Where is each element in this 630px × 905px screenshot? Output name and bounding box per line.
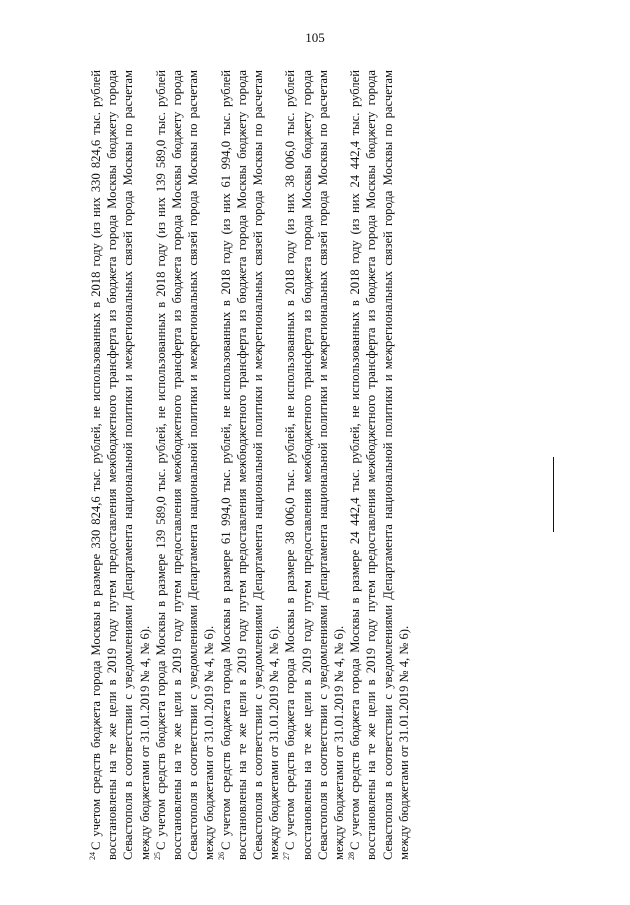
footnote-marker: 25 — [152, 852, 162, 860]
footnote-text: С учетом средств бюджета города Москвы в размере 38 006,0 тыс. рублей, не использованных в 2018 году (из них 38 006,0 тыс. рублей восстановлены на те же цели в 2019 году путем предоставления межбюджетного трансферта из бюджета города Москвы бюджету города Севастополя в соответствии с уведомлениями Департамента национальной политики и межрегиональных связей города Москвы по расчетам между бюджетами от 31.01.2019 № 4, № 6). — [283, 70, 347, 860]
footnote-25 — [153, 70, 218, 860]
footnote-text: С учетом средств бюджета города Москвы в размере 330 824,6 тыс. рублей, не использованных в 2018 году (из них 330 824,6 тыс. рублей восстановлены на те же цели в 2019 году путем предоставления межбюджетного трансферта из бюджета города Москвы бюджету города Севастополя в соответствии с уведомлениями Департамента национальной политики и межрегиональных связей города Москвы по расчетам между бюджетами от 31.01.2019 № 4, № 6). — [89, 70, 152, 860]
footnote-28 — [347, 70, 412, 860]
footnote-26 — [218, 70, 283, 860]
footnote-marker: 24 — [87, 852, 97, 860]
footnote-marker: 28 — [347, 852, 357, 860]
page-number: 105 — [305, 30, 325, 45]
separator-rule — [553, 130, 554, 860]
footnote-marker: 26 — [217, 852, 227, 860]
footnote-24 — [88, 70, 153, 860]
rotated-footnotes — [88, 70, 418, 860]
footnote-text: С учетом средств бюджета города Москвы в размере 61 994,0 тыс. рублей, не использованных в 2018 году (из них 61 994,0 тыс. рублей восстановлены на те же цели в 2019 году путем предоставления межбюджетного трансферта из бюджета города Москвы бюджету города Севастополя в соответствии с уведомлениями Департамента национальной политики и межрегиональных связей города Москвы по расчетам между бюджетами от 31.01.2019 № 4, № 6). — [218, 70, 282, 860]
footnote-marker: 27 — [282, 852, 292, 860]
footnote-text: С учетом средств бюджета города Москвы в размере 139 589,0 тыс. рублей, не использованных в 2018 году (из них 139 589,0 тыс. рублей восстановлены на те же цели в 2019 году путем предоставления межбюджетного трансферта из бюджета города Москвы бюджету города Севастополя в соответствии с уведомлениями Департамента национальной политики и межрегиональных связей города Москвы по расчетам между бюджетами от 31.01.2019 № 4, № 6). — [153, 70, 217, 860]
footnote-text: С учетом средств бюджета города Москвы в размере 24 442,4 тыс. рублей, не использованных в 2018 году (из них 24 442,4 тыс. рублей восстановлены на те же цели в 2019 году путем предоставления межбюджетного трансферта из бюджета города Москвы бюджету города Севастополя в соответствии с уведомлениями Департамента национальной политики и межрегиональных связей города Москвы по расчетам между бюджетами от 31.01.2019 № 4, № 6). — [348, 70, 411, 860]
footnote-27 — [282, 70, 347, 860]
